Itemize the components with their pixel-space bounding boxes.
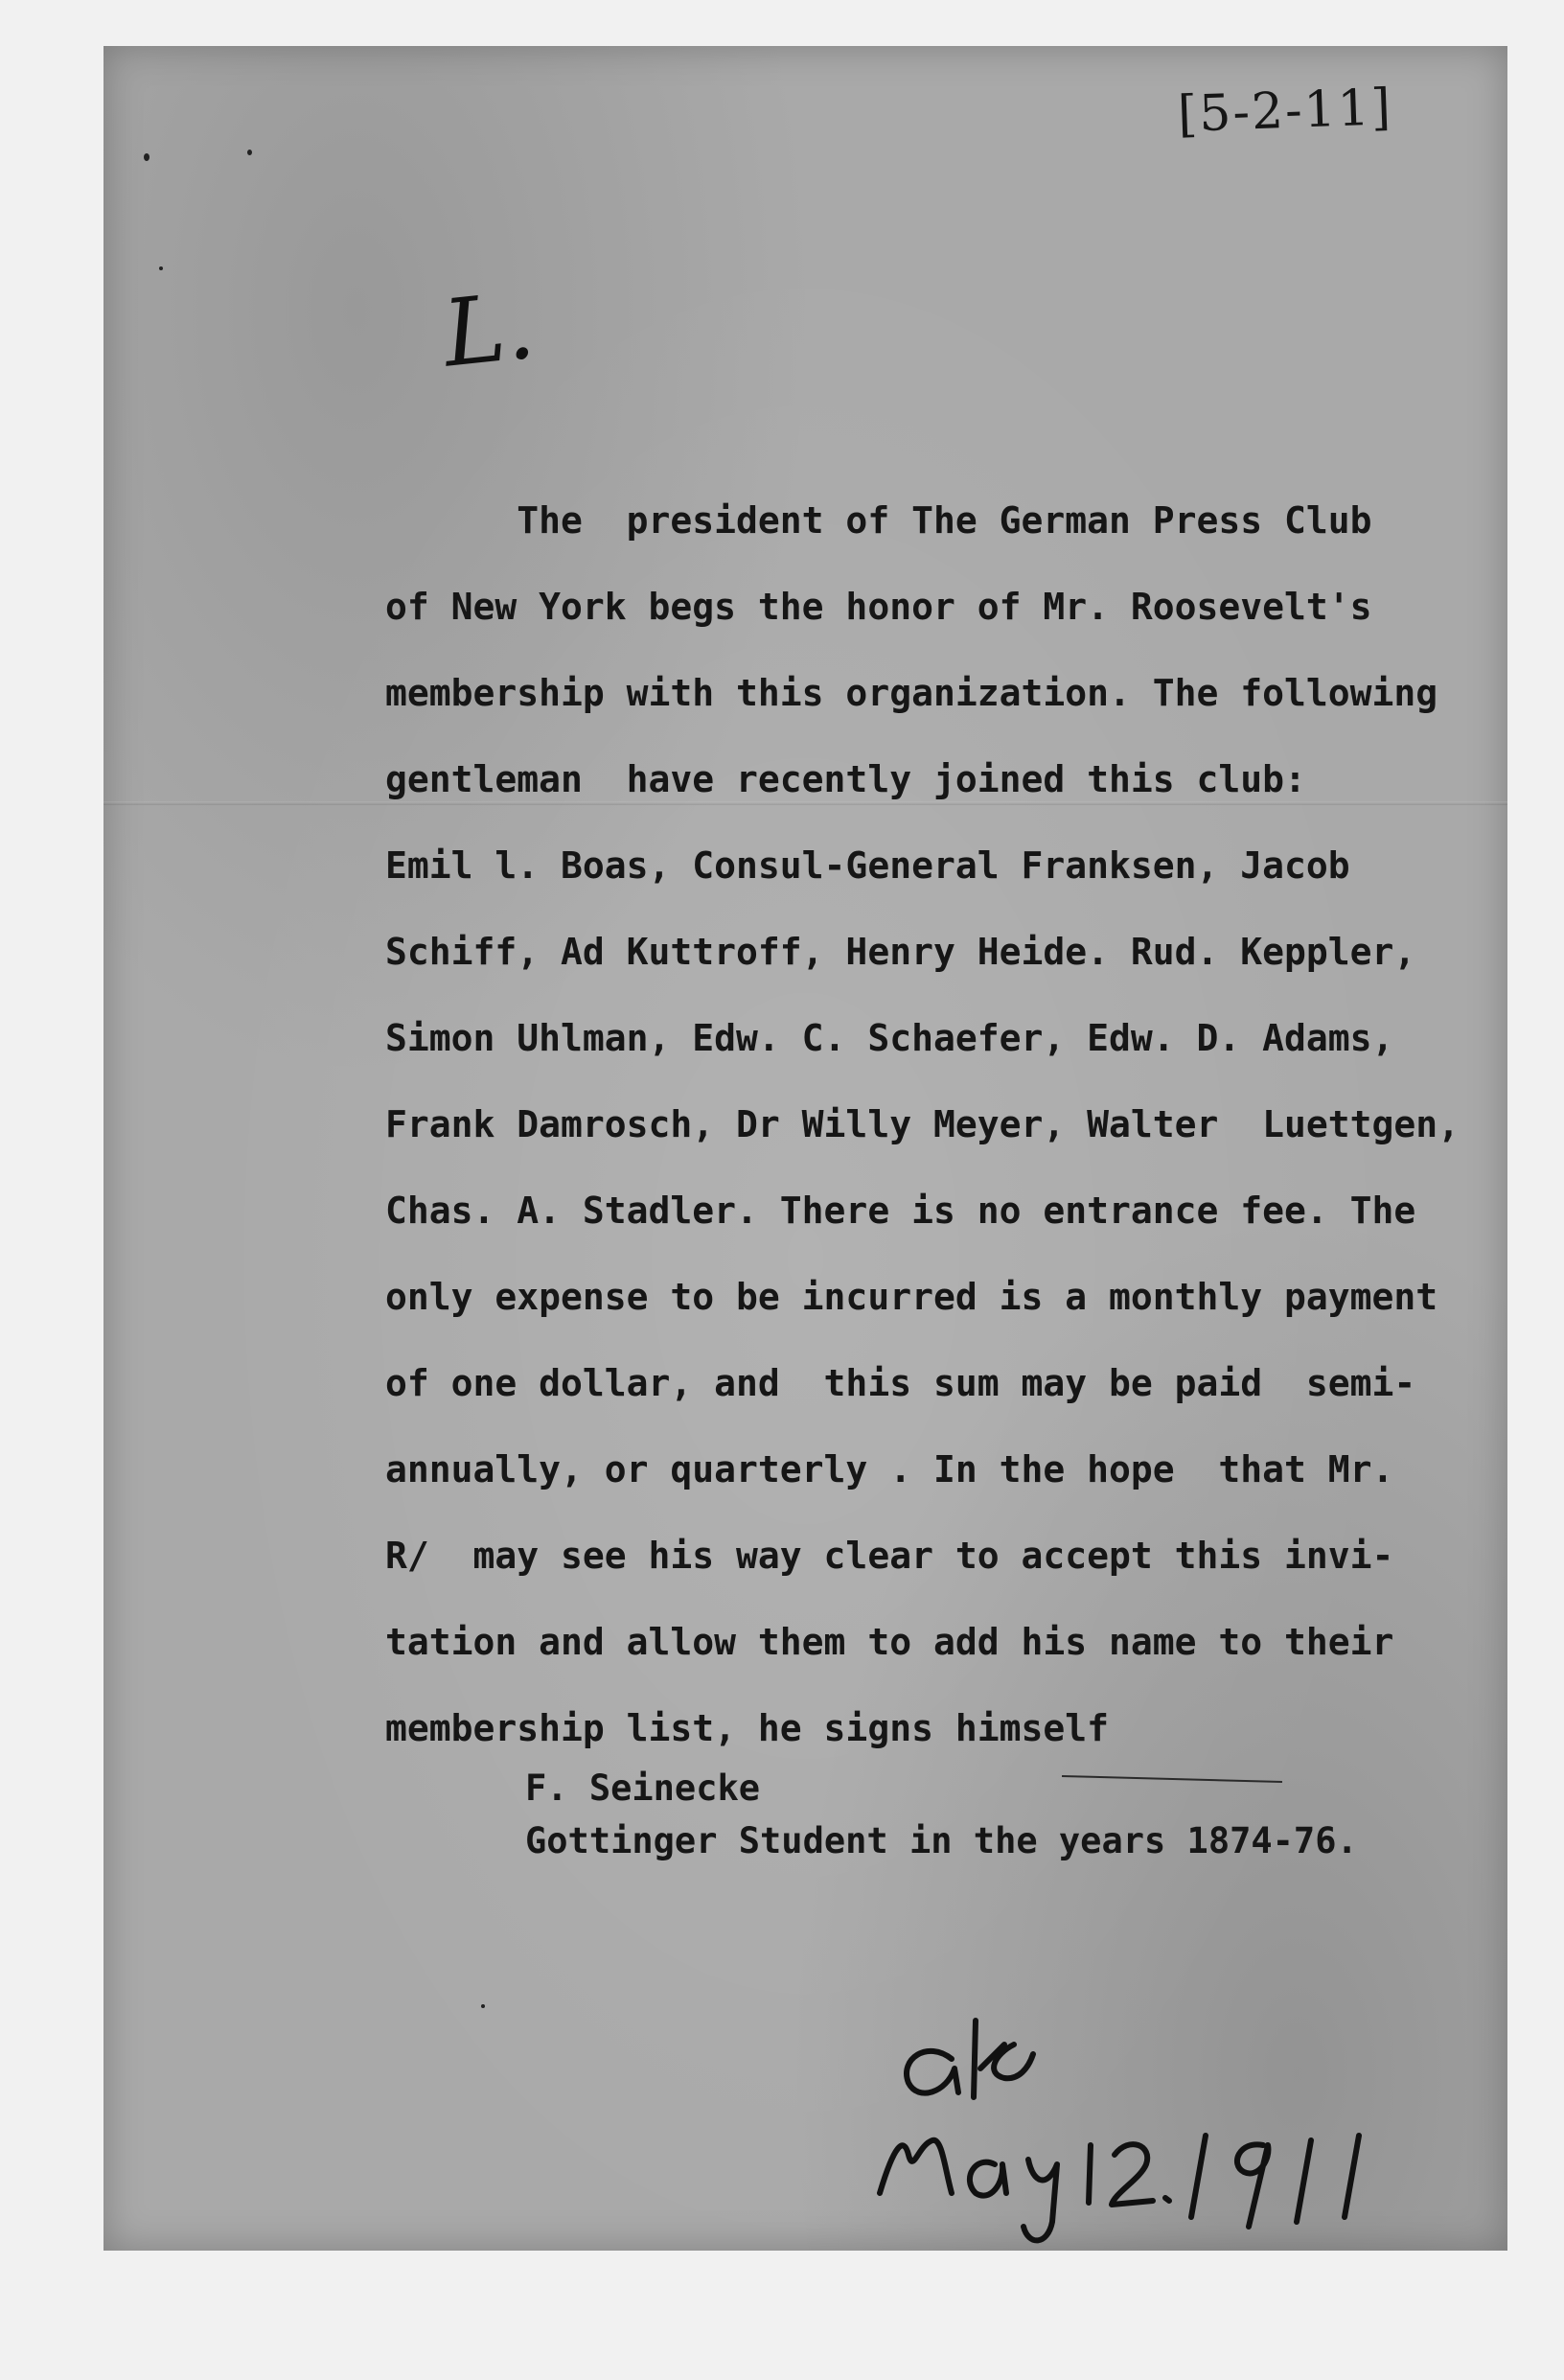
signature-title: Gottinger Student in the years 1874-76. <box>525 1820 1358 1861</box>
body-line: gentleman have recently joined this club: <box>385 758 1306 800</box>
document-page <box>104 46 1507 2251</box>
dust-speck <box>159 266 163 270</box>
signature-name: F. Seinecke <box>525 1768 761 1809</box>
handwritten-acknowledgement <box>861 2001 1455 2270</box>
dust-speck <box>481 2004 485 2008</box>
body-line: Frank Damrosch, Dr Willy Meyer, Walter Luettgen, <box>385 1103 1460 1145</box>
dust-speck <box>247 150 252 155</box>
body-line: of one dollar, and this sum may be paid semi- <box>385 1362 1416 1404</box>
body-line: membership list, he signs himself <box>385 1707 1109 1749</box>
body-line: R/ may see his way clear to accept this invi- <box>385 1535 1394 1577</box>
body-line: annually, or quarterly . In the hope that Mr. <box>385 1448 1394 1490</box>
letter-body <box>385 477 1478 1771</box>
body-line: tation and allow them to add his name to their <box>385 1621 1394 1663</box>
dust-speck <box>144 153 150 161</box>
signature-block <box>525 1762 1358 1867</box>
handwriting-scribble <box>861 2001 1455 2270</box>
body-line: Emil l. Boas, Consul-General Franksen, Jacob <box>385 844 1350 887</box>
body-line: membership with this organization. The following <box>385 672 1438 714</box>
body-line: only expense to be incurred is a monthly payment <box>385 1276 1438 1318</box>
body-line: The president of The German Press Club <box>385 499 1372 542</box>
body-line: Chas. A. Stadler. There is no entrance fee. The <box>385 1190 1416 1232</box>
body-line: of New York begs the honor of Mr. Roosevelt's <box>385 586 1372 628</box>
archive-reference: [5-2-11] <box>1176 79 1393 144</box>
body-line: Simon Uhlman, Edw. C. Schaefer, Edw. D. Adams, <box>385 1017 1394 1059</box>
body-line: Schiff, Ad Kuttroff, Henry Heide. Rud. Keppler, <box>385 931 1416 973</box>
initial-mark: L. <box>438 271 540 388</box>
